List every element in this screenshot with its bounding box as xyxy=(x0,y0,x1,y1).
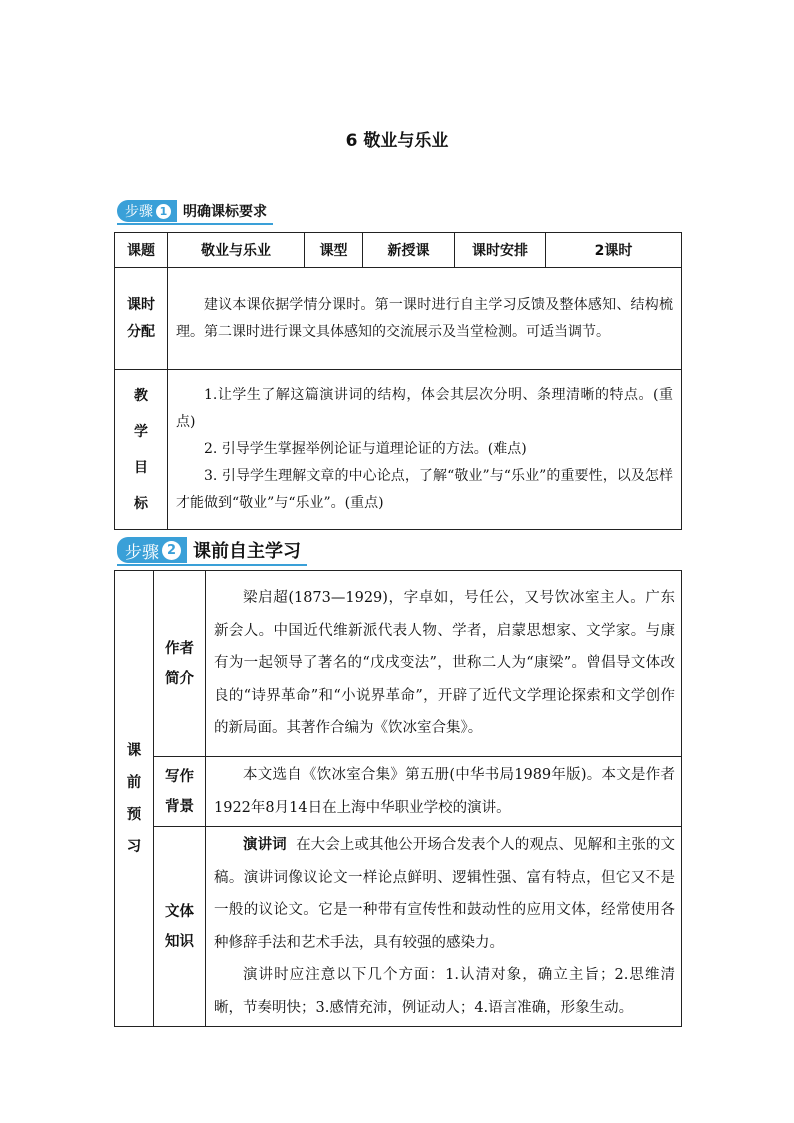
table-row xyxy=(115,571,682,757)
table-row xyxy=(115,827,682,1027)
preview-table xyxy=(114,570,682,1027)
step-underline xyxy=(117,223,273,225)
row-label-author xyxy=(154,571,206,757)
value-cell: 敬业与乐业 xyxy=(168,233,305,268)
background-cell xyxy=(206,757,682,827)
header-cell: 课时安排 xyxy=(455,233,546,268)
genre-notes: 演讲时应注意以下几个方面：1.认清对象，确立主旨；2.思维清晰，节奏明快；3.感情充沛，例证动人；4.语言准确，形象生动。 xyxy=(214,967,675,1016)
label-line: 分配 xyxy=(127,323,155,340)
author-cell xyxy=(206,571,682,757)
step-underline xyxy=(117,564,307,566)
row-label-schedule xyxy=(115,268,168,370)
schedule-text: 建议本课依据学情分课时。第一课时进行自主学习反馈及整体感知、结构梳理。第二课时进行课文具体感知的交流展示及当堂检测。可适当调节。 xyxy=(176,296,673,340)
row-label-goals xyxy=(115,370,168,530)
value-cell: 2课时 xyxy=(546,233,682,268)
step-word: 步骤 xyxy=(125,542,159,563)
label-line: 学 xyxy=(134,423,148,440)
step-2-header xyxy=(117,537,301,563)
label-line: 课 xyxy=(126,742,142,759)
label-line: 作者 xyxy=(165,640,194,657)
course-info-table xyxy=(114,232,682,530)
genre-text: 在大会上或其他公开场合发表个人的观点、见解和主张的文稿。演讲词像议论文一样论点鲜明、逻辑性强、富有特点，但它又不是一般的议论文。它是一种带有宣传性和鼓动性的应用文体，经常使用各种修辞手法和艺术手法，具有较强的感染力。 xyxy=(214,837,676,951)
step-1-label: 明确课标要求 xyxy=(183,204,267,220)
label-line: 预 xyxy=(126,806,142,823)
goal-item: 1.让学生了解这篇演讲词的结构，体会其层次分明、条理清晰的特点。(重点) xyxy=(176,387,673,430)
page-title: 6 敬业与乐业 xyxy=(345,131,449,151)
value-cell: 新授课 xyxy=(363,233,455,268)
row-label-genre xyxy=(154,827,206,1027)
label-line: 习 xyxy=(126,838,142,855)
row-label-background xyxy=(154,757,206,827)
step-2-badge xyxy=(117,537,187,563)
goal-item: 2. 引导学生掌握举例论证与道理论证的方法。(难点) xyxy=(204,441,527,457)
header-cell: 课型 xyxy=(305,233,363,268)
label-line: 教 xyxy=(134,387,148,404)
label-line: 写作 xyxy=(165,768,194,785)
table-row xyxy=(115,233,682,268)
label-line: 课时 xyxy=(127,296,155,313)
step-number: 2 xyxy=(162,541,181,560)
header-cell: 课题 xyxy=(115,233,168,268)
label-line: 前 xyxy=(126,774,142,791)
step-number: 1 xyxy=(156,204,171,219)
genre-definition xyxy=(214,829,675,959)
step-2-label: 课前自主学习 xyxy=(193,541,301,562)
genre-term: 演讲词 xyxy=(243,837,287,853)
step-1-header xyxy=(117,200,267,222)
step-word: 步骤 xyxy=(125,204,153,220)
goals-cell xyxy=(168,370,682,530)
genre-cell xyxy=(206,827,682,1027)
step-1-badge xyxy=(117,200,177,222)
author-text: 梁启超(1873—1929)，字卓如，号任公，又号饮冰室主人。广东新会人。中国近代维新派代表人物、学者，启蒙思想家、文学家。与康有为一起领导了著名的“戊戌变法”，世称二人为“康梁”。曾倡导文体改良的“诗界革命”和“小说界革命”，开辟了近代文学理论探索和文学创作的新局面。其著作合编为《饮冰室合集》。 xyxy=(214,590,675,737)
label-line: 知识 xyxy=(165,933,194,950)
background-text: 本文选自《饮冰室合集》第五册(中华书局1989年版)。本文是作者1922年8月14日在上海中华职业学校的演讲。 xyxy=(214,767,675,816)
label-line: 目 xyxy=(134,459,148,476)
label-line: 简介 xyxy=(165,670,194,687)
table-row xyxy=(115,757,682,827)
goal-item: 3. 引导学生理解文章的中心论点，了解“敬业”与“乐业”的重要性，以及怎样才能做到“敬业”与“乐业”。(重点) xyxy=(176,468,673,511)
label-line: 标 xyxy=(134,495,148,512)
label-line: 文体 xyxy=(165,903,194,920)
section-label-preview xyxy=(115,571,154,1027)
label-line: 背景 xyxy=(165,798,194,815)
table-row xyxy=(115,370,682,530)
schedule-text-cell xyxy=(168,268,682,370)
table-row xyxy=(115,268,682,370)
